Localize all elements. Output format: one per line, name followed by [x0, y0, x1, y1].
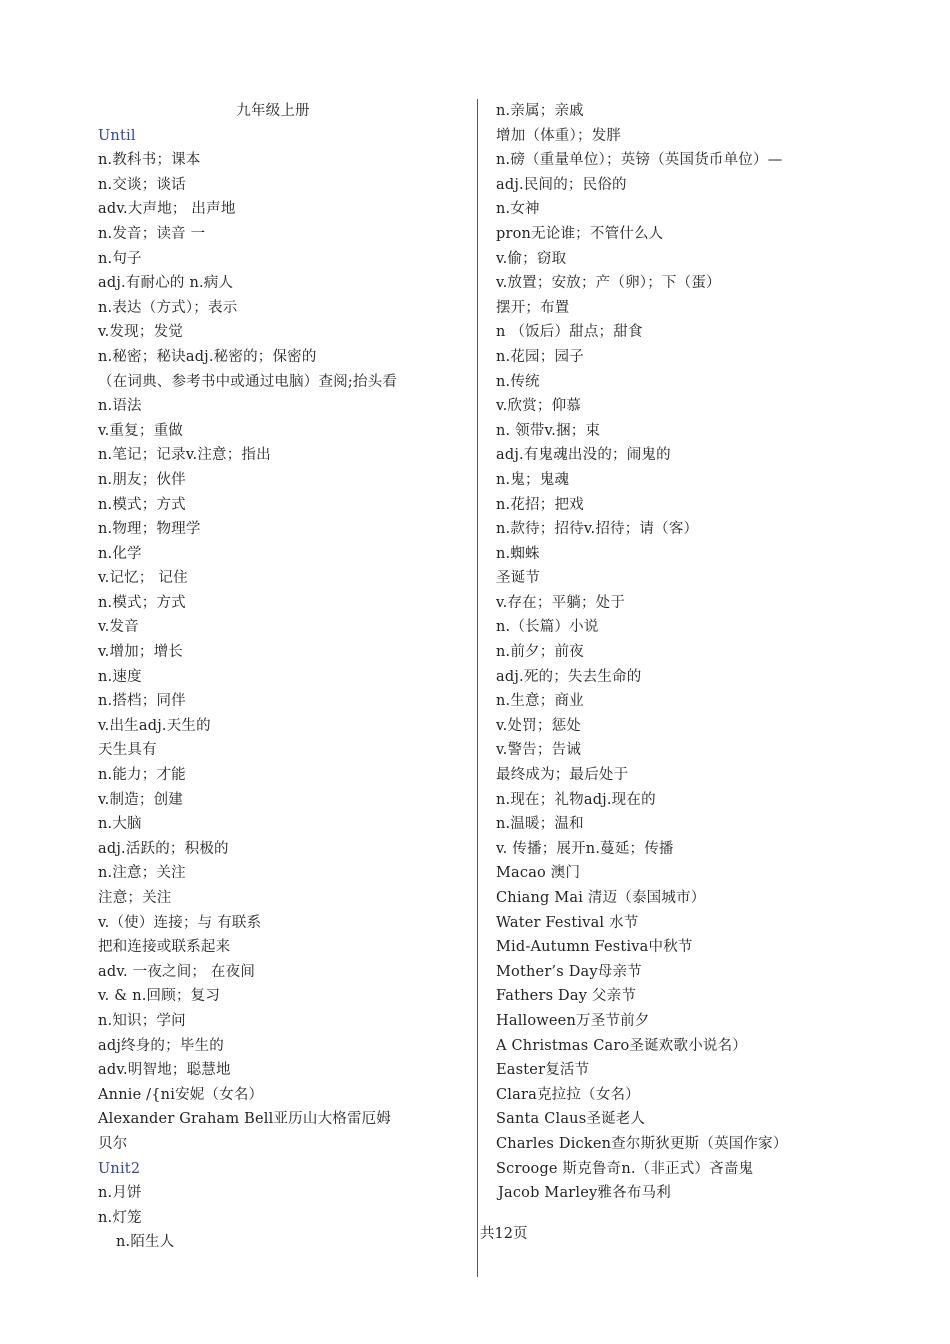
vocab-line: n.模式；方式 [98, 496, 186, 513]
vocab-line: v.偷；窃取 [496, 250, 567, 267]
vocab-line: n.句子 [98, 250, 142, 267]
vocab-line: n.传统 [496, 373, 540, 390]
vocab-line: Clara克拉拉（女名） [496, 1086, 640, 1103]
vocab-line: n.化学 [98, 545, 142, 562]
vocab-line: v.制造；创建 [98, 791, 183, 808]
page-title: 九年级上册 [236, 103, 310, 119]
vocab-line: Water Festival 水节 [496, 914, 639, 931]
vocab-line: v.出生adj.天生的 [98, 717, 211, 734]
vocab-line: v.欣赏；仰慕 [496, 398, 581, 415]
vocab-line: n.语法 [98, 398, 142, 415]
vocab-line: n.搭档；同伴 [98, 693, 186, 710]
vocab-line: Charles Dicken查尔斯狄更斯（英国作家） [496, 1135, 788, 1152]
vocab-line: n.物理；物理学 [98, 521, 201, 538]
vocab-line: Fathers Day 父亲节 [496, 988, 637, 1005]
vocab-line: v.存在；平躺；处于 [496, 594, 626, 611]
vocab-line: v.增加；增长 [98, 644, 183, 661]
vocab-line: A Christmas Caro圣诞欢歌小说名） [496, 1037, 747, 1054]
vocab-line: n.秘密；秘诀adj.秘密的；保密的 [98, 348, 317, 365]
vocab-line: adj.有耐心的 n.病人 [98, 275, 234, 292]
vocab-line: v.记忆； 记住 [98, 570, 188, 587]
vocab-line: n.前夕；前夜 [496, 644, 584, 661]
vocab-line: n. 领带v.捆；束 [496, 422, 601, 439]
page-count-footer: 共12页 [480, 1226, 528, 1242]
vocab-line: adv.大声地； 出声地 [98, 201, 236, 218]
vocab-line: n.亲属；亲戚 [496, 103, 584, 119]
vocab-line: adv. 一夜之间； 在夜间 [98, 963, 256, 980]
vocab-line: n.发音；读音 一 [98, 225, 206, 242]
unit-heading: Until [98, 127, 136, 144]
vocab-line: Easter复活节 [496, 1062, 590, 1079]
vocab-line: adj.死的；失去生命的 [496, 668, 642, 685]
vocab-line: v.放置；安放；产（卵）；下（蛋） [496, 275, 721, 292]
vocab-line: adj.活跃的；积极的 [98, 840, 229, 857]
vocab-line: adj终身的；毕生的 [98, 1037, 224, 1054]
vocab-line: n.大脑 [98, 816, 142, 833]
vocab-line: v.重复；重做 [98, 422, 183, 439]
vocab-line: Halloween万圣节前夕 [496, 1012, 650, 1029]
vocab-line: Annie /{ni安妮（女名） [98, 1086, 264, 1103]
unit-heading: Unit2 [98, 1160, 141, 1177]
vocab-line: v.（使）连接；与 有联系 [98, 914, 262, 931]
vocab-line: n.鬼；鬼魂 [496, 471, 570, 488]
vocab-line: 圣诞节 [496, 570, 541, 587]
vocab-line: n.花招；把戏 [496, 496, 584, 513]
vocab-line: n.蜘蛛 [496, 545, 540, 562]
vocab-line: n.笔记；记录v.注意；指出 [98, 447, 271, 464]
vocab-line: Chiang Mai 清迈（泰国城市） [496, 890, 706, 906]
vocab-line: 注意；关注 [98, 890, 172, 906]
right-column [496, 99, 896, 1206]
vocab-line: Jacob Marley雅各布马利 [498, 1185, 671, 1202]
vocab-line: n.能力；才能 [98, 767, 186, 784]
vocab-line: （在词典、参考书中或通过电脑）查阅;抬头看 [98, 373, 398, 390]
vocab-line: 最终成为；最后处于 [496, 767, 629, 784]
vocab-line: n.速度 [98, 668, 142, 685]
vocab-line: n.月饼 [98, 1185, 142, 1202]
vocab-line: 增加（体重）；发胖 [496, 127, 622, 144]
column-divider [477, 99, 478, 1277]
vocab-line: v. & n.回顾；复习 [98, 988, 221, 1005]
vocab-line: n （饭后）甜点；甜食 [496, 324, 643, 341]
vocab-line: Macao 澳门 [496, 865, 581, 882]
vocab-line: n.磅（重量单位）；英镑（英国货币单位）— [496, 152, 783, 169]
vocab-line: v.发现；发觉 [98, 324, 183, 341]
vocab-line: Scrooge 斯克鲁奇n.（非正式）吝啬鬼 [496, 1160, 754, 1177]
vocab-line: 天生具有 [98, 742, 157, 759]
vocab-line: v.警告；告诫 [496, 742, 581, 759]
vocab-line: n.花园；园子 [496, 348, 584, 365]
vocab-line: adj.民间的；民俗的 [496, 176, 627, 193]
vocab-line: v.发音 [98, 619, 139, 636]
vocab-line: adv.明智地；聪慧地 [98, 1062, 231, 1079]
vocab-line: n.款待；招待v.招待；请（客） [496, 521, 699, 538]
vocab-line: n.交谈；谈话 [98, 176, 186, 193]
vocab-line: n.（长篇）小说 [496, 619, 599, 636]
vocab-line: v. 传播；展开n.蔓延；传播 [496, 840, 674, 857]
vocab-line: Mother’s Day母亲节 [496, 963, 642, 980]
vocab-line: n.教科书；课本 [98, 152, 201, 169]
vocab-line: Santa Claus圣诞老人 [496, 1111, 646, 1128]
vocab-line: n.女神 [496, 201, 540, 218]
vocab-line: n.生意；商业 [496, 693, 584, 710]
vocab-line: n.温暖；温和 [496, 816, 584, 833]
vocab-line: n.现在；礼物adj.现在的 [496, 791, 656, 808]
vocab-line: n.朋友；伙伴 [98, 471, 186, 488]
vocab-line: n.模式；方式 [98, 594, 186, 611]
vocab-line: n.注意；关注 [98, 865, 186, 882]
vocab-line: Alexander Graham Bell亚历山大格雷厄姆 [98, 1111, 392, 1128]
vocab-line: n.陌生人 [116, 1234, 175, 1251]
vocab-line: 把和连接或联系起来 [98, 939, 231, 956]
left-column [98, 99, 468, 1255]
vocab-line: v.处罚；惩处 [496, 717, 581, 734]
vocab-line: n.灯笼 [98, 1209, 142, 1226]
vocab-line: adj.有鬼魂出没的；闹鬼的 [496, 447, 671, 464]
vocab-line: n.知识；学问 [98, 1012, 186, 1029]
vocab-line: 贝尔 [98, 1135, 128, 1152]
vocab-line: pron无论谁；不管什么人 [496, 225, 664, 242]
vocab-line: n.表达（方式）；表示 [98, 299, 238, 316]
vocab-line: Mid-Autumn Festiva中秋节 [496, 939, 693, 956]
vocab-line: 摆开；布置 [496, 299, 570, 316]
